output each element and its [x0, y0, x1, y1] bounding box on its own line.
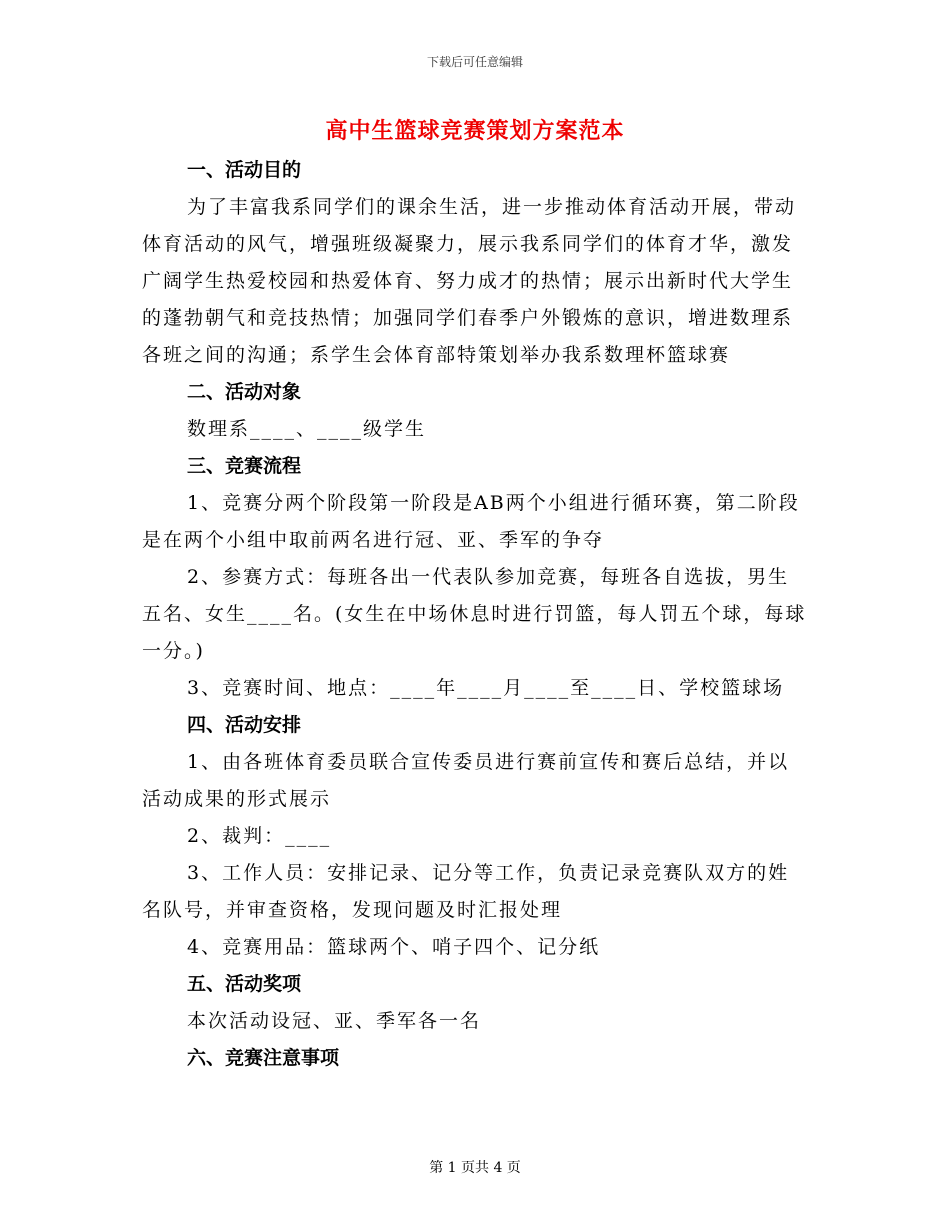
- document-body: [142, 152, 810, 1077]
- paragraph: 3、工作人员：安排记录、记分等工作，负责记录竞赛队双方的姓名队号，并审查资格，发现问题及时汇报处理: [142, 862, 790, 921]
- paragraph: 1、竞赛分两个阶段第一阶段是AB两个小组进行循环赛，第二阶段是在两个小组中取前两名进行冠、亚、季军的争夺: [142, 492, 800, 551]
- section-heading: 一、活动目的: [187, 159, 302, 181]
- page-header: 下载后可任意编辑: [426, 55, 523, 69]
- paragraph: 数理系____、____级学生: [187, 418, 427, 440]
- section-heading: 六、竞赛注意事项: [187, 1047, 340, 1069]
- paragraph: 2、参赛方式：每班各出一代表队参加竞赛，每班各自选拔，男生五名、女生____名。(女生在中场休息时进行罚篮，每人罚五个球，每球一分。): [142, 566, 807, 662]
- paragraph: 为了丰富我系同学们的课余生活，进一步推动体育活动开展，带动体育活动的风气，增强班级凝聚力，展示我系同学们的体育才华，激发广阔学生热爱校园和热爱体育、努力成才的热情；展示出新时代大学生的蓬勃朝气和竞技热情；加强同学们春季户外锻炼的意识，增进数理系各班之间的沟通；系学生会体育部特策划举办我系数理杯篮球赛: [142, 196, 797, 366]
- paragraph: 1、由各班体育委员联合宣传委员进行赛前宣传和赛后总结，并以活动成果的形式展示: [142, 751, 790, 810]
- paragraph: 本次活动设冠、亚、季军各一名: [187, 1010, 482, 1032]
- section-heading: 二、活动对象: [187, 381, 302, 403]
- section-heading: 四、活动安排: [187, 714, 302, 736]
- paragraph: 3、竞赛时间、地点：____年____月____至____日、学校篮球场: [187, 677, 785, 699]
- document-title: 高中生篮球竞赛策划方案范本: [325, 118, 625, 144]
- section-heading: 五、活动奖项: [187, 973, 302, 995]
- page-footer: 第 1 页共 4 页: [429, 1160, 521, 1176]
- paragraph: 4、竞赛用品：篮球两个、哨子四个、记分纸: [187, 936, 601, 958]
- paragraph: 2、裁判：____: [187, 825, 332, 847]
- section-heading: 三、竞赛流程: [187, 455, 302, 477]
